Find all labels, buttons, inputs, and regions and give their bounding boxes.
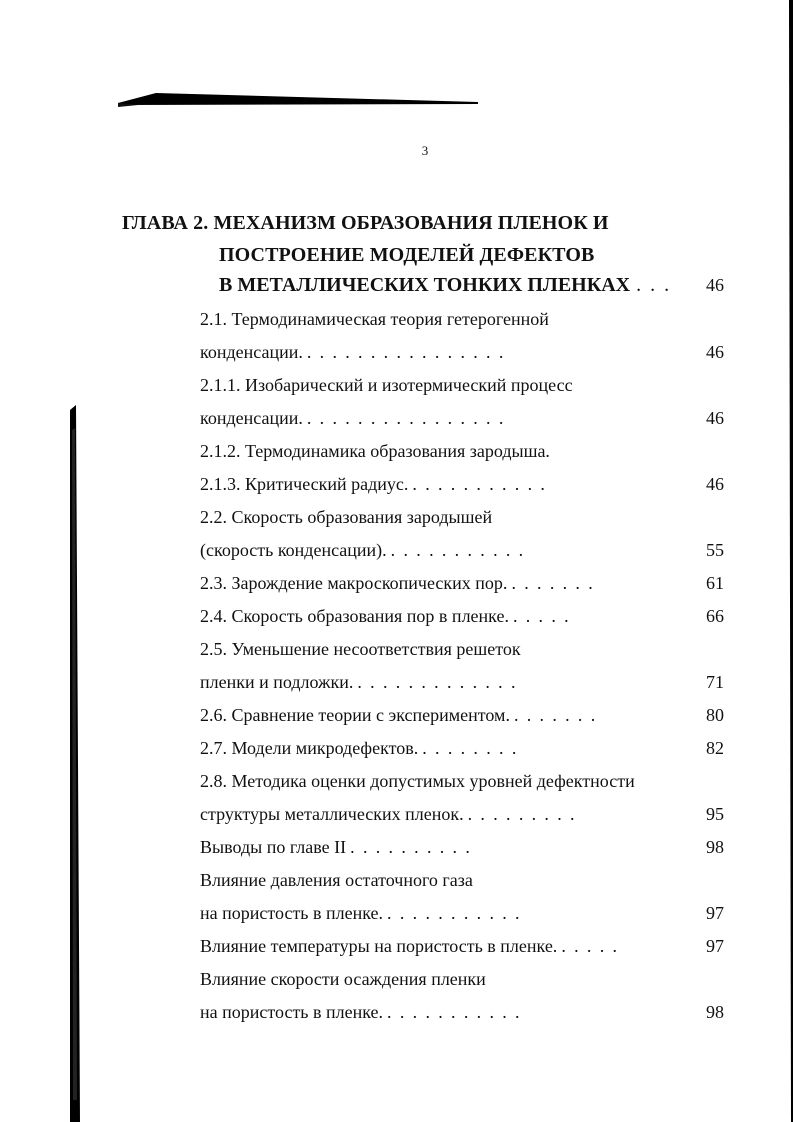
toc-entry-title: 2.2. Скорость образования зародышей [200,507,493,527]
toc-entry[interactable] [200,801,724,827]
chapter-entry-page: 46 [706,275,724,295]
toc-entry[interactable] [200,669,724,695]
toc-entry[interactable] [200,900,724,926]
toc-entry [200,372,724,398]
toc-entry-page: 97 [706,903,724,923]
toc-entry [200,438,724,464]
toc-entry-title: конденсации. [200,408,303,428]
chapter-entry[interactable] [219,271,724,299]
toc-entry [200,768,724,794]
leader-dots: ........... [390,540,532,560]
toc-entry-title: Влияние температуры на пористость в пленке. [200,936,558,956]
chapter-heading-line-1: ГЛАВА 2. МЕХАНИЗМ ОБРАЗОВАНИЯ ПЛЕНОК И [122,212,609,234]
toc-entry-title: на пористость в пленке. [200,903,384,923]
toc-entry-page: 71 [706,672,724,692]
toc-entry-page: 55 [706,540,724,560]
toc-entry-title: на пористость в пленке. [200,1002,384,1022]
leader-dots: ............. [357,672,524,692]
leader-dots: ..... [561,936,626,956]
chapter-heading-line-2: ПОСТРОЕНИЕ МОДЕЛЕЙ ДЕФЕКТОВ [219,244,595,266]
toc-entry-page: 61 [706,573,724,593]
toc-entry-page: 95 [706,804,724,824]
toc-entry-title: Влияние давления остаточного газа [200,870,473,890]
toc-entry[interactable] [200,933,724,959]
toc-entry [200,504,724,530]
toc-entry-title: 2.1.3. Критический радиус. [200,474,409,494]
toc-entry-title: 2.1.2. Термодинамика образования зародыша. [200,441,550,461]
leader-dots: .......... [350,837,479,857]
toc-entry-title: 2.6. Сравнение теории с экспериментом. [200,705,510,725]
toc-entry-title: (скорость конденсации). [200,540,387,560]
toc-entry-title: 2.1. Термодинамическая теория гетерогенной [200,309,549,329]
leader-dots: ........ [422,738,525,758]
leader-dots: ... [636,274,679,296]
toc-entry-title: Выводы по главе II [200,837,347,857]
toc-entry-title: Влияние скорости осаждения пленки [200,969,486,989]
toc-entry[interactable] [200,834,724,860]
toc-entry-title: 2.3. Зарождение макроскопических пор. [200,573,508,593]
toc-entry-page: 98 [706,1002,724,1022]
toc-entry [200,306,724,332]
leader-dots: ........... [387,903,528,923]
toc-entry[interactable] [200,702,724,728]
scan-right-edge-shadow [781,0,793,1122]
toc-entry[interactable] [200,735,724,761]
toc-entry-page: 46 [706,474,724,494]
toc-entry[interactable] [200,603,724,629]
leader-dots: ......... [467,804,583,824]
toc-entry-page: 46 [706,342,724,362]
toc-entry-page: 66 [706,606,724,626]
toc-entry-page: 80 [706,705,724,725]
toc-entry-page: 98 [706,837,724,857]
toc-entry-page: 97 [706,936,724,956]
chapter-heading [122,207,722,271]
page-number: 3 [421,143,429,158]
toc-entry-title: 2.4. Скорость образования пор в пленке. [200,606,509,626]
toc-entry[interactable] [200,339,724,365]
scan-left-edge-shadow [0,0,90,1122]
toc-entry [200,636,724,662]
toc-entry [200,867,724,893]
chapter-entry-title: В МЕТАЛЛИЧЕСКИХ ТОНКИХ ПЛЕНКАХ [219,274,631,296]
leader-dots: ....... [511,573,602,593]
leader-dots: ................ [306,342,512,362]
toc-entry-title: структуры металлических пленок. [200,804,464,824]
toc-entry-page: 82 [706,738,724,758]
toc-entry[interactable] [200,570,724,596]
scan-top-smear [118,93,478,107]
toc-entry[interactable] [200,405,724,431]
toc-entry-title: пленки и подложки. [200,672,354,692]
leader-dots: ................ [306,408,512,428]
toc-entry-page: 46 [706,408,724,428]
toc-entry-title: 2.1.1. Изобарический и изотермический процесс [200,375,573,395]
toc-entry-title: 2.5. Уменьшение несоответствия решеток [200,639,521,659]
toc-entry[interactable] [200,537,724,563]
leader-dots: ........... [387,1002,528,1022]
toc-entry-title: 2.8. Методика оценки допустимых уровней дефектности [200,771,635,791]
toc-entry[interactable] [200,999,724,1025]
leader-dots: ....... [513,705,604,725]
toc-entry[interactable] [200,471,724,497]
leader-dots: ........... [412,474,554,494]
toc-entry-title: конденсации. [200,342,303,362]
leader-dots: ..... [512,606,577,626]
toc-entry [200,966,724,992]
toc-entry-title: 2.7. Модели микродефектов. [200,738,419,758]
